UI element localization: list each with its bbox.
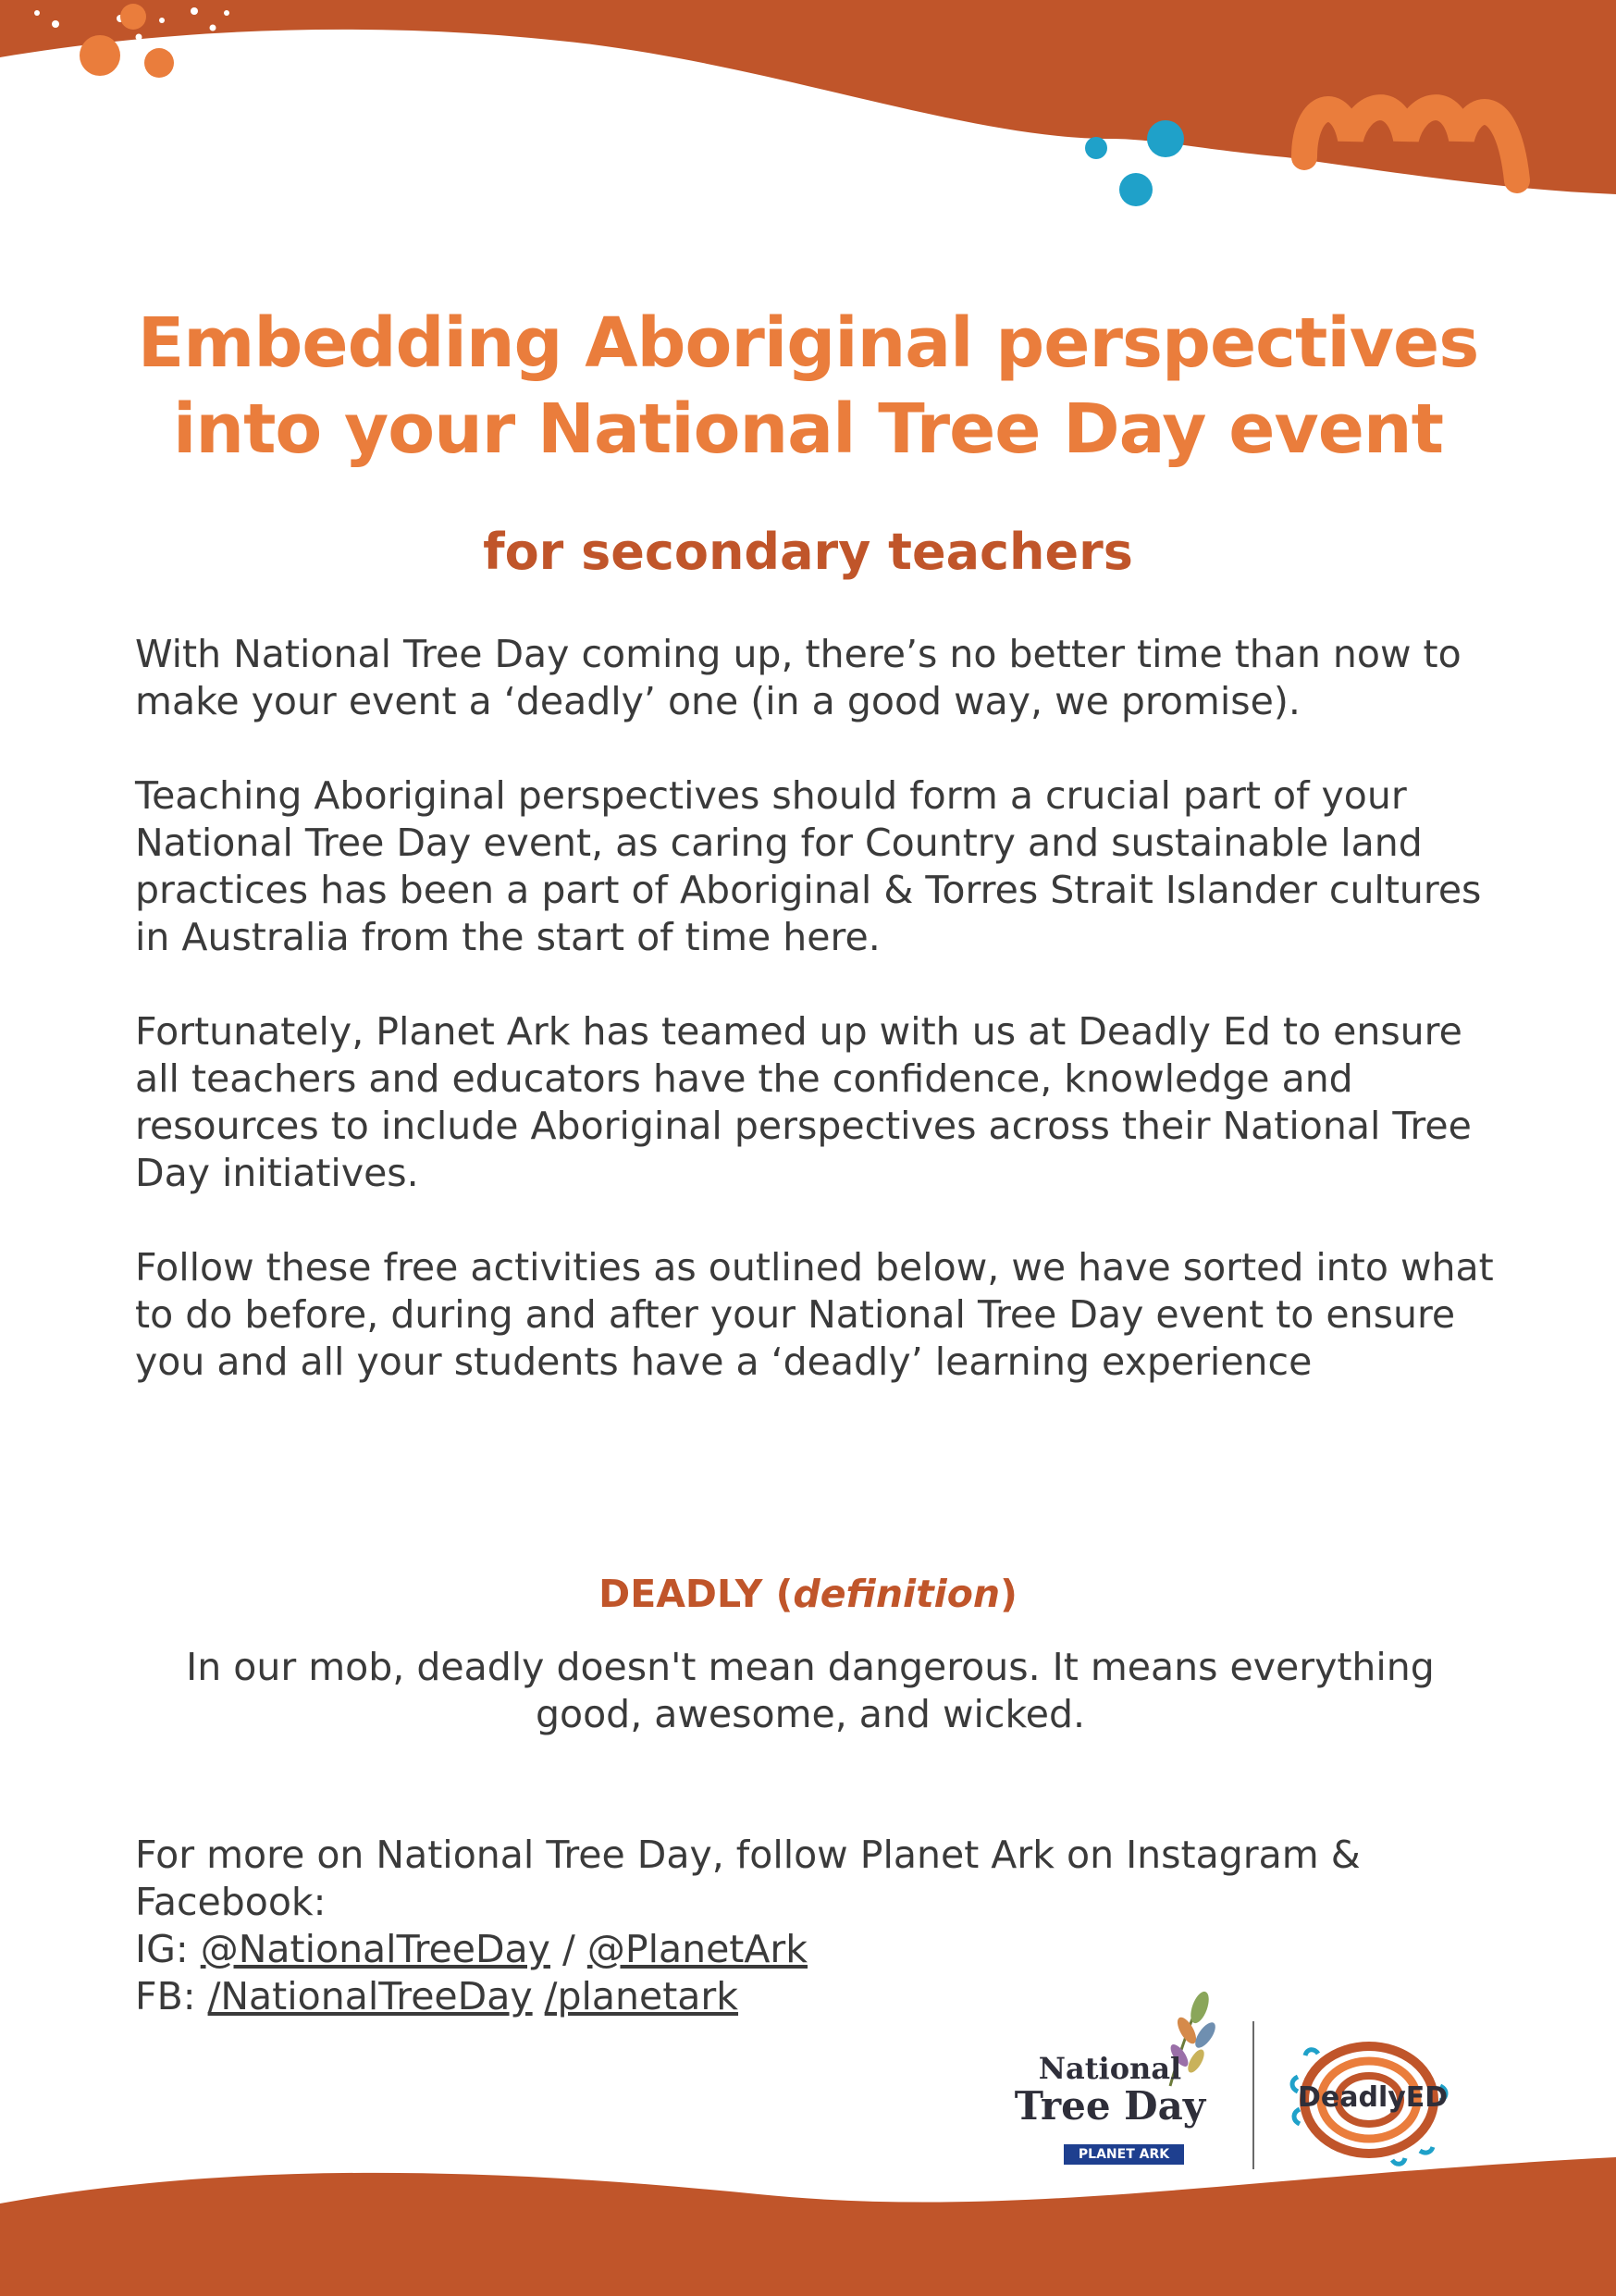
ig-separator: /	[549, 1927, 587, 1971]
planet-ark-badge: PLANET ARK	[1064, 2144, 1184, 2165]
fb-separator	[533, 1974, 545, 2018]
definition-text: In our mob, deadly doesn't mean dangerous. It means everything good, awesome, and wicked.	[186, 1645, 1435, 1736]
definition-label: definition	[793, 1572, 1001, 1616]
paragraph-3: Fortunately, Planet Ark has teamed up with us at Deadly Ed to ensure all teachers and educators have the confidence, knowledge and resources to include Aboriginal perspectives across their National Tree Day initiatives.	[135, 1009, 1472, 1195]
top-wave-decoration	[0, 0, 1616, 222]
intro-body	[135, 631, 1504, 1433]
fb-planet-ark-link[interactable]: /planetark	[544, 1974, 739, 2018]
page-subtitle: for secondary teachers	[483, 523, 1133, 581]
paragraph-2: Teaching Aboriginal perspectives should form a crucial part of your National Tree Day event, as caring for Country and sustainable land practices has been a part of Aboriginal & Torres Strait Islander cultures in Australia from the start of time here.	[135, 773, 1482, 959]
social-intro: For more on National Tree Day, follow Planet Ark on Instagram & Facebook:	[135, 1833, 1361, 1924]
national-tree-day-logo	[999, 2052, 1221, 2128]
definition-open-paren: (	[762, 1572, 794, 1616]
ntd-logo-line-2: Tree Day	[1014, 2083, 1206, 2129]
definition-close-paren: )	[1000, 1572, 1018, 1616]
fb-national-tree-day-link[interactable]: /NationalTreeDay	[207, 1974, 533, 2018]
page-title	[0, 301, 1616, 473]
title-line-2: into your National Tree Day event	[173, 389, 1443, 469]
title-line-1: Embedding Aboriginal perspectives	[137, 303, 1479, 383]
paragraph-1: With National Tree Day coming up, there’s no better time than now to make your event a ‘deadly’ one (in a good way, we promise).	[135, 632, 1462, 723]
definition-heading	[0, 1566, 1616, 1622]
deadly-ed-logo-text: DeadlyED	[1298, 2081, 1449, 2114]
bottom-wave-decoration	[0, 2139, 1616, 2296]
fb-label: FB:	[135, 1974, 208, 2018]
ig-planet-ark-link[interactable]: @PlanetArk	[586, 1927, 808, 1971]
ntd-logo-line-1: National	[1038, 2051, 1182, 2086]
ig-national-tree-day-link[interactable]: @NationalTreeDay	[200, 1927, 550, 1971]
ig-label: IG:	[135, 1927, 201, 1971]
definition-word: DEADLY	[598, 1572, 763, 1616]
instagram-line	[135, 1926, 1504, 1973]
paragraph-4: Follow these free activities as outlined below, we have sorted into what to do before, during and after your National Tree Day event to ensure you and all your students have a ‘deadly’ learning experience	[135, 1245, 1494, 1384]
